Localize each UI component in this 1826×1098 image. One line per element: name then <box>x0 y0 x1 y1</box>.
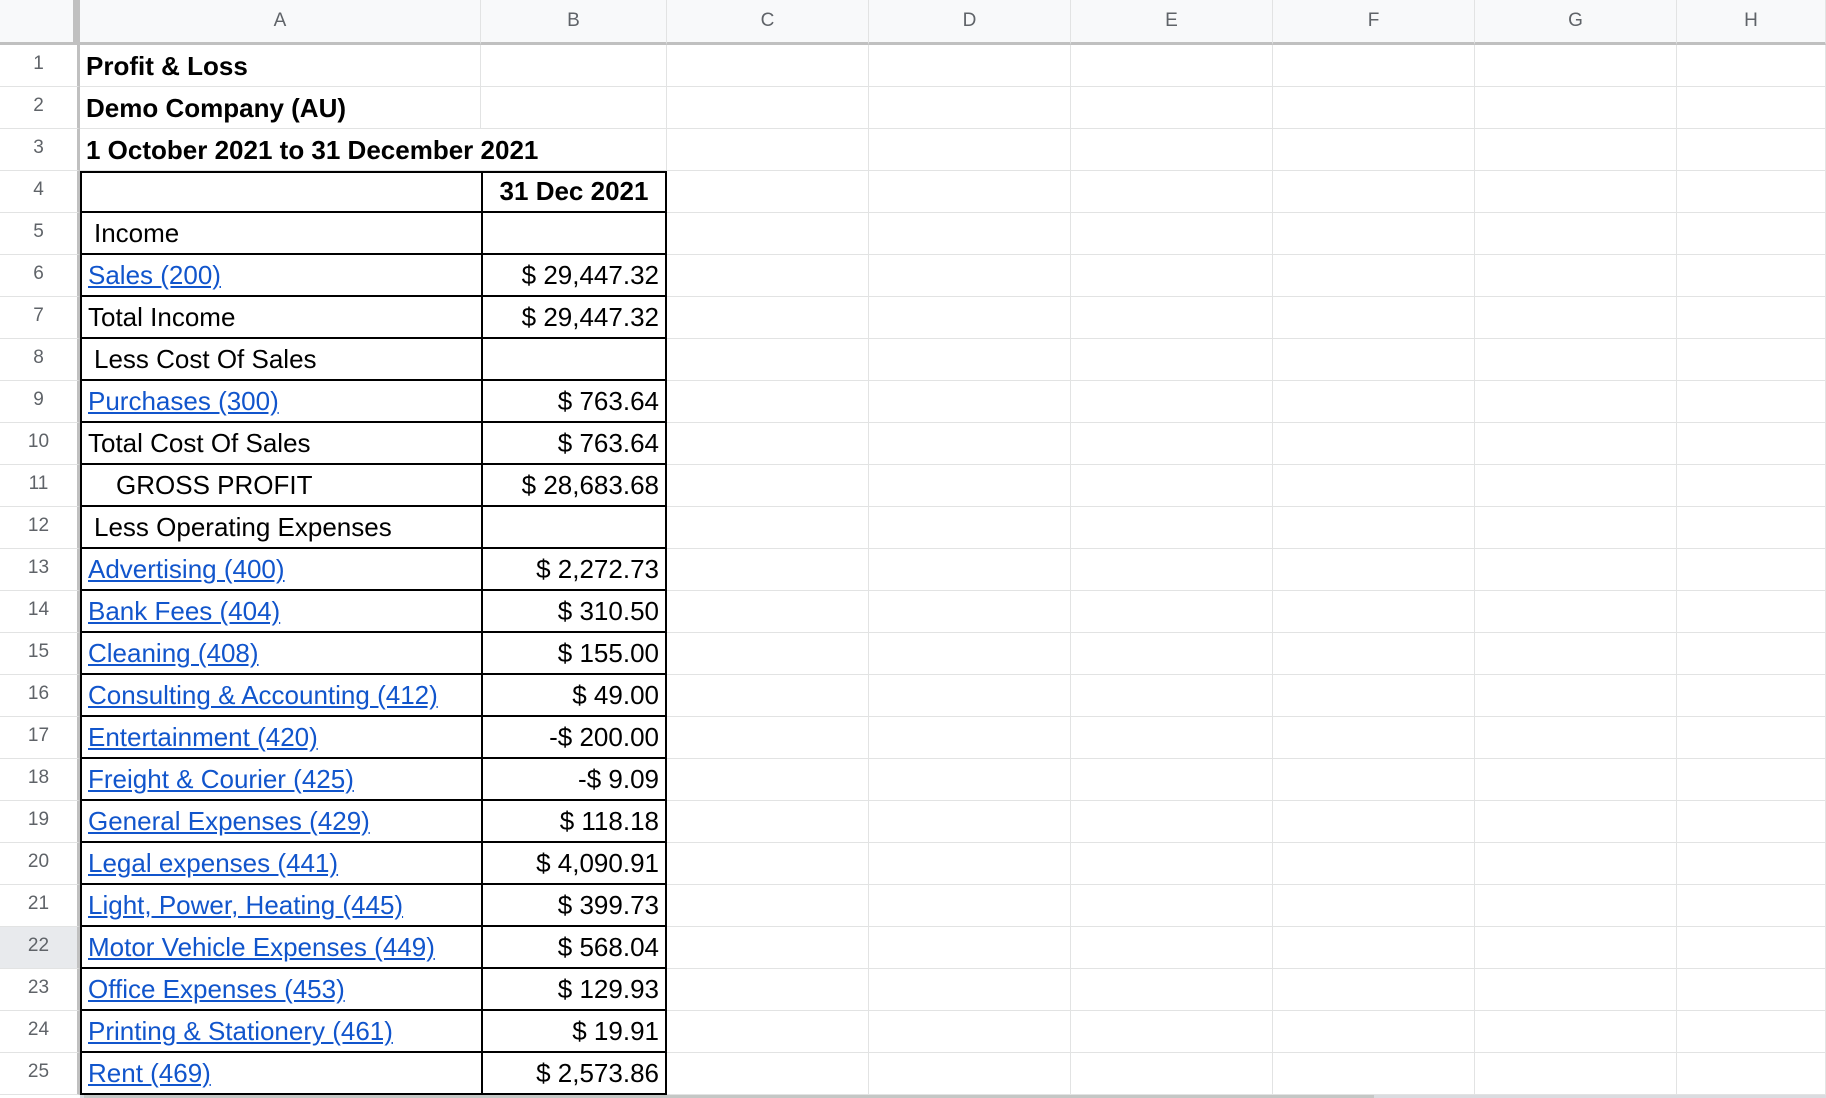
cell-d25[interactable] <box>869 1053 1071 1095</box>
column-header-b[interactable]: B <box>481 0 667 45</box>
row-header-24[interactable]: 24 <box>0 1011 80 1053</box>
cell-f25[interactable] <box>1273 1053 1475 1095</box>
cell-e23[interactable] <box>1071 969 1273 1011</box>
cell-g14[interactable] <box>1475 591 1677 633</box>
cell-b20[interactable]: $ 4,090.91 <box>481 843 667 885</box>
cell-d19[interactable] <box>869 801 1071 843</box>
cell-h7[interactable] <box>1677 297 1826 339</box>
cell-a23[interactable]: Office Expenses (453) <box>80 969 481 1011</box>
cell-d16[interactable] <box>869 675 1071 717</box>
cell-a9[interactable]: Purchases (300) <box>80 381 481 423</box>
cell-a13[interactable]: Advertising (400) <box>80 549 481 591</box>
cell-f1[interactable] <box>1273 45 1475 87</box>
cell-g5[interactable] <box>1475 213 1677 255</box>
cell-d18[interactable] <box>869 759 1071 801</box>
cell-d5[interactable] <box>869 213 1071 255</box>
column-header-d[interactable]: D <box>869 0 1071 45</box>
cell-h2[interactable] <box>1677 87 1826 129</box>
cell-e18[interactable] <box>1071 759 1273 801</box>
cell-f10[interactable] <box>1273 423 1475 465</box>
cell-e13[interactable] <box>1071 549 1273 591</box>
cell-a12[interactable]: Less Operating Expenses <box>80 507 481 549</box>
cell-d15[interactable] <box>869 633 1071 675</box>
cell-g17[interactable] <box>1475 717 1677 759</box>
cell-f16[interactable] <box>1273 675 1475 717</box>
cell-b7[interactable]: $ 29,447.32 <box>481 297 667 339</box>
cell-e3[interactable] <box>1071 129 1273 171</box>
cell-h19[interactable] <box>1677 801 1826 843</box>
cell-a25[interactable]: Rent (469) <box>80 1053 481 1095</box>
cell-a4[interactable] <box>80 171 481 213</box>
cell-c2[interactable] <box>667 87 869 129</box>
cell-f19[interactable] <box>1273 801 1475 843</box>
cell-c22[interactable] <box>667 927 869 969</box>
cell-a21[interactable]: Light, Power, Heating (445) <box>80 885 481 927</box>
cell-e25[interactable] <box>1071 1053 1273 1095</box>
cell-e5[interactable] <box>1071 213 1273 255</box>
cell-f15[interactable] <box>1273 633 1475 675</box>
cell-g20[interactable] <box>1475 843 1677 885</box>
cell-b11[interactable]: $ 28,683.68 <box>481 465 667 507</box>
cell-b25[interactable]: $ 2,573.86 <box>481 1053 667 1095</box>
cell-g4[interactable] <box>1475 171 1677 213</box>
cell-e9[interactable] <box>1071 381 1273 423</box>
cell-c10[interactable] <box>667 423 869 465</box>
cell-e14[interactable] <box>1071 591 1273 633</box>
cell-b23[interactable]: $ 129.93 <box>481 969 667 1011</box>
cell-c11[interactable] <box>667 465 869 507</box>
column-header-g[interactable]: G <box>1475 0 1677 45</box>
cell-g7[interactable] <box>1475 297 1677 339</box>
cell-h15[interactable] <box>1677 633 1826 675</box>
cell-d8[interactable] <box>869 339 1071 381</box>
cell-f13[interactable] <box>1273 549 1475 591</box>
cell-c23[interactable] <box>667 969 869 1011</box>
cell-g2[interactable] <box>1475 87 1677 129</box>
cell-h21[interactable] <box>1677 885 1826 927</box>
cell-d11[interactable] <box>869 465 1071 507</box>
cell-d21[interactable] <box>869 885 1071 927</box>
cell-h24[interactable] <box>1677 1011 1826 1053</box>
cell-f11[interactable] <box>1273 465 1475 507</box>
row-header-23[interactable]: 23 <box>0 969 80 1011</box>
cell-e11[interactable] <box>1071 465 1273 507</box>
row-header-25[interactable]: 25 <box>0 1053 80 1095</box>
cell-a5[interactable]: Income <box>80 213 481 255</box>
cell-b10[interactable]: $ 763.64 <box>481 423 667 465</box>
cell-a11[interactable]: GROSS PROFIT <box>80 465 481 507</box>
cell-b21[interactable]: $ 399.73 <box>481 885 667 927</box>
row-header-14[interactable]: 14 <box>0 591 80 633</box>
cell-h23[interactable] <box>1677 969 1826 1011</box>
cell-h16[interactable] <box>1677 675 1826 717</box>
row-header-6[interactable]: 6 <box>0 255 80 297</box>
cell-c20[interactable] <box>667 843 869 885</box>
row-header-12[interactable]: 12 <box>0 507 80 549</box>
cell-c13[interactable] <box>667 549 869 591</box>
column-header-a[interactable]: A <box>80 0 481 45</box>
cell-d10[interactable] <box>869 423 1071 465</box>
select-all-corner[interactable] <box>0 0 80 45</box>
cell-f5[interactable] <box>1273 213 1475 255</box>
cell-a20[interactable]: Legal expenses (441) <box>80 843 481 885</box>
cell-e12[interactable] <box>1071 507 1273 549</box>
row-header-16[interactable]: 16 <box>0 675 80 717</box>
cell-g11[interactable] <box>1475 465 1677 507</box>
cell-h25[interactable] <box>1677 1053 1826 1095</box>
cell-e24[interactable] <box>1071 1011 1273 1053</box>
cell-a16[interactable]: Consulting & Accounting (412) <box>80 675 481 717</box>
row-header-10[interactable]: 10 <box>0 423 80 465</box>
cell-c14[interactable] <box>667 591 869 633</box>
cell-e1[interactable] <box>1071 45 1273 87</box>
cell-g12[interactable] <box>1475 507 1677 549</box>
cell-d22[interactable] <box>869 927 1071 969</box>
row-header-4[interactable]: 4 <box>0 171 80 213</box>
cell-e15[interactable] <box>1071 633 1273 675</box>
cell-f4[interactable] <box>1273 171 1475 213</box>
cell-h14[interactable] <box>1677 591 1826 633</box>
cell-a14[interactable]: Bank Fees (404) <box>80 591 481 633</box>
cell-c4[interactable] <box>667 171 869 213</box>
cell-h13[interactable] <box>1677 549 1826 591</box>
cell-a10[interactable]: Total Cost Of Sales <box>80 423 481 465</box>
cell-f3[interactable] <box>1273 129 1475 171</box>
cell-g24[interactable] <box>1475 1011 1677 1053</box>
cell-f7[interactable] <box>1273 297 1475 339</box>
cell-c21[interactable] <box>667 885 869 927</box>
cell-b6[interactable]: $ 29,447.32 <box>481 255 667 297</box>
cell-e10[interactable] <box>1071 423 1273 465</box>
cell-b12[interactable] <box>481 507 667 549</box>
cell-b13[interactable]: $ 2,272.73 <box>481 549 667 591</box>
cell-g9[interactable] <box>1475 381 1677 423</box>
cell-f20[interactable] <box>1273 843 1475 885</box>
cell-a7[interactable]: Total Income <box>80 297 481 339</box>
cell-b1[interactable] <box>481 45 667 87</box>
row-header-1[interactable]: 1 <box>0 45 80 87</box>
cell-d13[interactable] <box>869 549 1071 591</box>
cell-c12[interactable] <box>667 507 869 549</box>
cell-c7[interactable] <box>667 297 869 339</box>
cell-g3[interactable] <box>1475 129 1677 171</box>
cell-a18[interactable]: Freight & Courier (425) <box>80 759 481 801</box>
row-header-2[interactable]: 2 <box>0 87 80 129</box>
row-header-13[interactable]: 13 <box>0 549 80 591</box>
cell-a6[interactable]: Sales (200) <box>80 255 481 297</box>
row-header-17[interactable]: 17 <box>0 717 80 759</box>
cell-c8[interactable] <box>667 339 869 381</box>
cell-d12[interactable] <box>869 507 1071 549</box>
cell-g25[interactable] <box>1475 1053 1677 1095</box>
cell-b19[interactable]: $ 118.18 <box>481 801 667 843</box>
cell-c19[interactable] <box>667 801 869 843</box>
cell-b17[interactable]: -$ 200.00 <box>481 717 667 759</box>
cell-f14[interactable] <box>1273 591 1475 633</box>
cell-b14[interactable]: $ 310.50 <box>481 591 667 633</box>
cell-b24[interactable]: $ 19.91 <box>481 1011 667 1053</box>
cell-f21[interactable] <box>1273 885 1475 927</box>
cell-b8[interactable] <box>481 339 667 381</box>
cell-e19[interactable] <box>1071 801 1273 843</box>
cell-d3[interactable] <box>869 129 1071 171</box>
cell-c18[interactable] <box>667 759 869 801</box>
cell-e21[interactable] <box>1071 885 1273 927</box>
cell-g21[interactable] <box>1475 885 1677 927</box>
cell-c16[interactable] <box>667 675 869 717</box>
row-header-7[interactable]: 7 <box>0 297 80 339</box>
cell-d2[interactable] <box>869 87 1071 129</box>
cell-c5[interactable] <box>667 213 869 255</box>
row-header-18[interactable]: 18 <box>0 759 80 801</box>
cell-g19[interactable] <box>1475 801 1677 843</box>
cell-b9[interactable]: $ 763.64 <box>481 381 667 423</box>
cell-d20[interactable] <box>869 843 1071 885</box>
cell-d4[interactable] <box>869 171 1071 213</box>
row-header-15[interactable]: 15 <box>0 633 80 675</box>
row-header-8[interactable]: 8 <box>0 339 80 381</box>
cell-h11[interactable] <box>1677 465 1826 507</box>
cell-h20[interactable] <box>1677 843 1826 885</box>
cell-h18[interactable] <box>1677 759 1826 801</box>
cell-d14[interactable] <box>869 591 1071 633</box>
cell-f9[interactable] <box>1273 381 1475 423</box>
cell-g16[interactable] <box>1475 675 1677 717</box>
cell-h22[interactable] <box>1677 927 1826 969</box>
cell-h12[interactable] <box>1677 507 1826 549</box>
cell-b15[interactable]: $ 155.00 <box>481 633 667 675</box>
cell-h10[interactable] <box>1677 423 1826 465</box>
cell-c6[interactable] <box>667 255 869 297</box>
cell-b18[interactable]: -$ 9.09 <box>481 759 667 801</box>
column-header-c[interactable]: C <box>667 0 869 45</box>
cell-c17[interactable] <box>667 717 869 759</box>
column-header-h[interactable]: H <box>1677 0 1826 45</box>
cell-g13[interactable] <box>1475 549 1677 591</box>
cell-c9[interactable] <box>667 381 869 423</box>
column-header-f[interactable]: F <box>1273 0 1475 45</box>
cell-g10[interactable] <box>1475 423 1677 465</box>
cell-g15[interactable] <box>1475 633 1677 675</box>
cell-e16[interactable] <box>1071 675 1273 717</box>
cell-c15[interactable] <box>667 633 869 675</box>
cell-a15[interactable]: Cleaning (408) <box>80 633 481 675</box>
cell-b2[interactable] <box>481 87 667 129</box>
row-header-11[interactable]: 11 <box>0 465 80 507</box>
row-header-20[interactable]: 20 <box>0 843 80 885</box>
cell-f18[interactable] <box>1273 759 1475 801</box>
cell-d9[interactable] <box>869 381 1071 423</box>
cell-h4[interactable] <box>1677 171 1826 213</box>
cell-e2[interactable] <box>1071 87 1273 129</box>
column-header-e[interactable]: E <box>1071 0 1273 45</box>
cell-b4[interactable]: 31 Dec 2021 <box>481 171 667 213</box>
cell-f24[interactable] <box>1273 1011 1475 1053</box>
cell-d17[interactable] <box>869 717 1071 759</box>
cell-e22[interactable] <box>1071 927 1273 969</box>
cell-d23[interactable] <box>869 969 1071 1011</box>
row-header-22[interactable]: 22 <box>0 927 80 969</box>
cell-a3[interactable]: 1 October 2021 to 31 December 2021 <box>80 129 481 171</box>
cell-g23[interactable] <box>1475 969 1677 1011</box>
cell-g6[interactable] <box>1475 255 1677 297</box>
cell-e20[interactable] <box>1071 843 1273 885</box>
cell-f23[interactable] <box>1273 969 1475 1011</box>
cell-c24[interactable] <box>667 1011 869 1053</box>
cell-h6[interactable] <box>1677 255 1826 297</box>
cell-g1[interactable] <box>1475 45 1677 87</box>
cell-g22[interactable] <box>1475 927 1677 969</box>
cell-a22[interactable]: Motor Vehicle Expenses (449) <box>80 927 481 969</box>
cell-e8[interactable] <box>1071 339 1273 381</box>
cell-f22[interactable] <box>1273 927 1475 969</box>
cell-h9[interactable] <box>1677 381 1826 423</box>
row-header-21[interactable]: 21 <box>0 885 80 927</box>
cell-g18[interactable] <box>1475 759 1677 801</box>
cell-a17[interactable]: Entertainment (420) <box>80 717 481 759</box>
cell-d6[interactable] <box>869 255 1071 297</box>
cell-f6[interactable] <box>1273 255 1475 297</box>
cell-g8[interactable] <box>1475 339 1677 381</box>
row-header-19[interactable]: 19 <box>0 801 80 843</box>
cell-f2[interactable] <box>1273 87 1475 129</box>
cell-b5[interactable] <box>481 213 667 255</box>
cell-d1[interactable] <box>869 45 1071 87</box>
cell-c25[interactable] <box>667 1053 869 1095</box>
cell-e4[interactable] <box>1071 171 1273 213</box>
cell-h3[interactable] <box>1677 129 1826 171</box>
cell-c1[interactable] <box>667 45 869 87</box>
row-header-3[interactable]: 3 <box>0 129 80 171</box>
cell-f8[interactable] <box>1273 339 1475 381</box>
cell-c3[interactable] <box>667 129 869 171</box>
cell-f12[interactable] <box>1273 507 1475 549</box>
cell-e6[interactable] <box>1071 255 1273 297</box>
cell-a8[interactable]: Less Cost Of Sales <box>80 339 481 381</box>
cell-a1[interactable]: Profit & Loss <box>80 45 481 87</box>
cell-d24[interactable] <box>869 1011 1071 1053</box>
cell-b16[interactable]: $ 49.00 <box>481 675 667 717</box>
cell-a24[interactable]: Printing & Stationery (461) <box>80 1011 481 1053</box>
cell-h1[interactable] <box>1677 45 1826 87</box>
cell-h8[interactable] <box>1677 339 1826 381</box>
row-header-9[interactable]: 9 <box>0 381 80 423</box>
cell-h5[interactable] <box>1677 213 1826 255</box>
cell-a19[interactable]: General Expenses (429) <box>80 801 481 843</box>
cell-e7[interactable] <box>1071 297 1273 339</box>
cell-f17[interactable] <box>1273 717 1475 759</box>
cell-d7[interactable] <box>869 297 1071 339</box>
cell-e17[interactable] <box>1071 717 1273 759</box>
cell-a2[interactable]: Demo Company (AU) <box>80 87 481 129</box>
cell-b22[interactable]: $ 568.04 <box>481 927 667 969</box>
cell-h17[interactable] <box>1677 717 1826 759</box>
row-header-5[interactable]: 5 <box>0 213 80 255</box>
